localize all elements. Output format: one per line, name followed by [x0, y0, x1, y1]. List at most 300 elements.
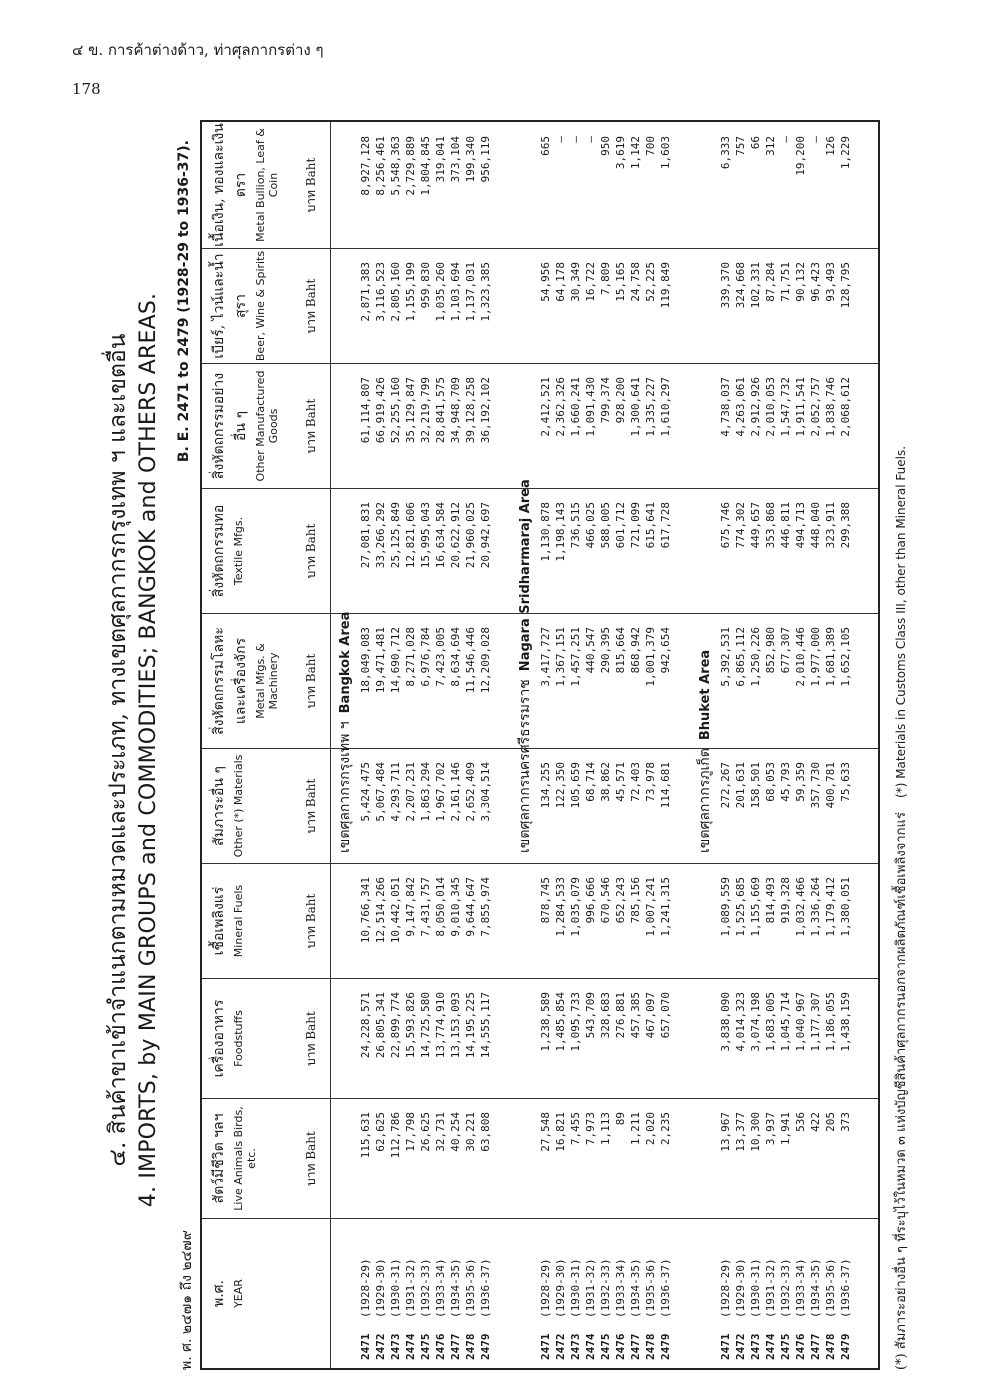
table-cell: 89 — [614, 1112, 627, 1126]
table-cell: 588,005 — [599, 502, 612, 549]
column-header-english: Other Manufactured Goods — [254, 370, 280, 482]
table-cell: 799,374 — [599, 377, 612, 424]
column-header-english: Textile Mfgs. — [232, 516, 245, 586]
column-header-thai: เชื้อเพลิงแร่ — [211, 886, 227, 956]
table-cell: 1,380,051 — [839, 877, 852, 937]
table-cell: 96,423 — [809, 262, 822, 302]
table-cell: 7,455 — [569, 1112, 582, 1146]
footnote-english: (*) Materials in Customs Class III, other than Mineral Fuels. — [894, 445, 908, 798]
table-cell: 66 — [749, 136, 762, 150]
table-cell: 324,668 — [734, 262, 747, 309]
table-cell: 13,153,093 — [449, 992, 462, 1059]
table-cell: 8,927,128 — [359, 136, 372, 196]
table-cell: 494,713 — [794, 502, 807, 549]
table-cell: 446,811 — [779, 502, 792, 549]
row-year-be: 2476 — [434, 1333, 447, 1360]
section-title — [334, 612, 356, 853]
row-year-be: 2475 — [419, 1333, 432, 1360]
table-cell: 30,349 — [569, 262, 582, 302]
table-cell: 19,200 — [794, 136, 807, 176]
table-cell: 1,863,294 — [419, 762, 432, 822]
table-cell: 4,014,323 — [734, 992, 747, 1052]
table-cell: 15,593,826 — [404, 992, 417, 1059]
table-cell: 852,980 — [764, 627, 777, 674]
table-cell: 1,241,315 — [659, 877, 672, 937]
table-cell: 5,548,363 — [389, 136, 402, 196]
table-cell: 8,050,014 — [434, 877, 447, 937]
row-year-ad: (1931-32) — [584, 1258, 597, 1318]
row-year-ad: (1928-29) — [359, 1258, 372, 1318]
table-cell: 1,035,079 — [569, 877, 582, 937]
row-year-be: 2479 — [479, 1333, 492, 1360]
column-header-thai: สิ่งหัตถกรรมโลหะ และเครื่องจักร — [211, 627, 249, 735]
table-cell: 17,798 — [404, 1112, 417, 1152]
table-cell: 15,995,043 — [419, 502, 432, 569]
table-cell: 16,634,584 — [434, 502, 447, 569]
table-cell: 677,307 — [779, 627, 792, 674]
table-cell: 1,179,412 — [824, 877, 837, 937]
table-cell: 52,225 — [644, 262, 657, 302]
table-cell: 2,052,757 — [809, 377, 822, 437]
table-cell: 90,132 — [794, 262, 807, 302]
table-cell: 736,515 — [569, 502, 582, 549]
table-cell: 290,395 — [599, 627, 612, 674]
row-year-be: 2477 — [629, 1333, 642, 1360]
page-number: 178 — [72, 80, 101, 98]
table-cell: 1,198,143 — [554, 502, 567, 562]
table-cell: 536 — [794, 1112, 807, 1132]
table-cell: 615,641 — [644, 502, 657, 549]
row-year-be: 2473 — [569, 1333, 582, 1360]
table-cell: 24,228,571 — [359, 992, 372, 1059]
table-cell: 14,195,225 — [464, 992, 477, 1059]
header-rule — [330, 122, 331, 1368]
table-cell: 299,388 — [839, 502, 852, 549]
table-cell: 3,074,198 — [749, 992, 762, 1052]
column-unit: บาท Baht — [304, 157, 318, 213]
row-year-ad: (1930-31) — [569, 1258, 582, 1318]
table-cell: — — [584, 136, 597, 143]
table-cell: 2,871,383 — [359, 262, 372, 322]
title-thai: ๔. สินค้าขาเข้าจำแนกตามหมวดและประเภท, ทางเขตศุลกากรกรุงเทพ ฯ และเขตอื่น — [105, 333, 131, 1167]
column-header-thai: เนื้อเงิน, ทองและเงินตรา — [211, 123, 249, 247]
table-cell: 68,053 — [764, 762, 777, 802]
section-title-thai: เขตศุลกากรกรุงเทพ ฯ — [337, 721, 353, 853]
column-header-thai: สิ่งหัตถกรรมทอ — [211, 504, 227, 598]
table-cell: 1,323,385 — [479, 262, 492, 322]
table-cell: 457,385 — [629, 992, 642, 1039]
table-cell: 1,113 — [599, 1112, 612, 1146]
table-cell: 1,095,733 — [569, 992, 582, 1052]
row-year-ad: (1936-37) — [839, 1258, 852, 1318]
table-cell: 466,025 — [584, 502, 597, 549]
row-year-be: 2471 — [719, 1333, 732, 1360]
table-cell: 1,367,151 — [554, 627, 567, 687]
row-year-be: 2471 — [359, 1333, 372, 1360]
table-cell: 878,745 — [539, 877, 552, 924]
row-year-be: 2474 — [584, 1333, 597, 1360]
table-cell: 28,841,575 — [434, 377, 447, 444]
table-cell: 868,942 — [629, 627, 642, 674]
table-cell: 54,956 — [539, 262, 552, 302]
column-header — [202, 363, 330, 488]
column-header-thai: สัตว์มีชีวิต ฯลฯ — [211, 1113, 227, 1204]
table-cell: 27,081,831 — [359, 502, 372, 569]
table-cell: 1,032,466 — [794, 877, 807, 937]
table-cell: 33,266,292 — [374, 502, 387, 569]
table-cell: 665 — [539, 136, 552, 156]
table-cell: 1,177,307 — [809, 992, 822, 1052]
table-cell: 26,805,341 — [374, 992, 387, 1059]
table-cell: 2,020 — [644, 1112, 657, 1146]
table-cell: 71,751 — [779, 262, 792, 302]
row-year-ad: (1935-36) — [644, 1258, 657, 1318]
column-unit: บาท Baht — [304, 1011, 318, 1066]
table-cell: 5,392,531 — [719, 627, 732, 687]
table-cell: 9,147,842 — [404, 877, 417, 937]
table-cell: 339,370 — [719, 262, 732, 309]
row-year-ad: (1933-34) — [614, 1258, 627, 1318]
table-cell: 105,659 — [569, 762, 582, 809]
table-cell: 32,731 — [434, 1112, 447, 1152]
row-year-be: 2478 — [644, 1333, 657, 1360]
range-thai: พ. ศ. ๒๔๗๑ ถึง ๒๔๗๙ — [179, 1230, 195, 1370]
table-cell: 205 — [824, 1112, 837, 1132]
rotated-table-area — [100, 120, 930, 1370]
table-cell: 1,284,533 — [554, 877, 567, 937]
table-cell: 785,156 — [629, 877, 642, 924]
table-cell: 1,040,967 — [794, 992, 807, 1052]
table-cell: 3,304,514 — [479, 762, 492, 822]
table-cell: 757 — [734, 136, 747, 156]
row-year-be: 2472 — [374, 1333, 387, 1360]
table-cell: 15,165 — [614, 262, 627, 302]
table-cell: 40,254 — [449, 1112, 462, 1152]
table-cell: 158,501 — [749, 762, 762, 809]
row-year-ad: (1929-30) — [374, 1258, 387, 1318]
column-unit: บาท Baht — [304, 778, 318, 834]
table-cell: 657,070 — [659, 992, 672, 1039]
table-cell: 16,722 — [584, 262, 597, 302]
table-cell: 1,457,251 — [569, 627, 582, 687]
table-cell: 14,555,117 — [479, 992, 492, 1059]
table-cell: 357,730 — [809, 762, 822, 809]
table-cell: 4,263,061 — [734, 377, 747, 437]
row-year-be: 2472 — [734, 1333, 747, 1360]
table-cell: 1,001,379 — [644, 627, 657, 687]
table-cell: 5,067,484 — [374, 762, 387, 822]
table-cell: 32,219,799 — [419, 377, 432, 444]
table-cell: 10,300 — [749, 1112, 762, 1152]
row-year-ad: (1930-31) — [389, 1258, 402, 1318]
column-header — [202, 863, 330, 978]
table-cell: 919,328 — [779, 877, 792, 924]
table-cell: 449,657 — [749, 502, 762, 549]
table-cell: 45,571 — [614, 762, 627, 802]
column-header — [202, 248, 330, 363]
column-header — [202, 613, 330, 748]
table-cell: 814,493 — [764, 877, 777, 924]
table-cell: 2,207,231 — [404, 762, 417, 822]
title-english: 4. IMPORTS, by MAIN GROUPS and COMMODITIES; BANGKOK and OTHERS AREAS. — [136, 292, 161, 1208]
table-cell: 6,865,112 — [734, 627, 747, 687]
row-year-ad: (1934-35) — [629, 1258, 642, 1318]
table-cell: 199,340 — [464, 136, 477, 183]
column-header-english: Live Animals Birds, etc. — [232, 1106, 258, 1211]
table-cell: 12,514,266 — [374, 877, 387, 944]
row-year-be: 2475 — [779, 1333, 792, 1360]
table-cell: 6,333 — [719, 136, 732, 170]
table-cell: 10,442,051 — [389, 877, 402, 944]
page-header: ๔ ข. การค้าต่างด้าว, ท่าศุลกากรต่าง ๆ — [72, 41, 324, 59]
table-cell: 61,114,807 — [359, 377, 372, 444]
table-cell: 73,978 — [644, 762, 657, 802]
table-cell: 373,104 — [449, 136, 462, 183]
table-cell: 30,221 — [464, 1112, 477, 1152]
column-header — [202, 1218, 330, 1368]
table-cell: 1,229 — [839, 136, 852, 170]
table-cell: 24,758 — [629, 262, 642, 302]
table-cell: 9,644,647 — [464, 877, 477, 937]
column-header-thai: สิ่งหัตถกรรมอย่างอื่น ๆ — [211, 372, 249, 480]
table-cell: 323,911 — [824, 502, 837, 549]
table-cell: 1,804,845 — [419, 136, 432, 196]
column-header — [202, 978, 330, 1098]
table-cell: 14,725,580 — [419, 992, 432, 1059]
table-cell: 62,625 — [374, 1112, 387, 1152]
table-cell: 134,255 — [539, 762, 552, 809]
table-cell: 1,911,541 — [794, 377, 807, 437]
table-cell: 2,010,446 — [794, 627, 807, 687]
table-cell: 1,335,227 — [644, 377, 657, 437]
table-cell: 1,142 — [629, 136, 642, 170]
row-year-ad: (1935-36) — [464, 1258, 477, 1318]
table-cell: 7,855,974 — [479, 877, 492, 937]
table-cell: 1,238,589 — [539, 992, 552, 1052]
row-year-be: 2477 — [449, 1333, 462, 1360]
table-cell: — — [554, 136, 567, 143]
table-cell: 1,137,031 — [464, 262, 477, 322]
column-unit: บาท Baht — [304, 398, 318, 454]
table-cell: 1,300,641 — [629, 377, 642, 437]
table-cell: 122,350 — [554, 762, 567, 809]
table-cell: 13,774,910 — [434, 992, 447, 1059]
column-header — [202, 122, 330, 248]
row-year-be: 2473 — [389, 1333, 402, 1360]
range-english: B. E. 2471 to 2479 (1928-29 to 1936-37). — [176, 140, 192, 463]
table-cell: 128,795 — [839, 262, 852, 309]
table-cell: 72,403 — [629, 762, 642, 802]
table-cell: 16,821 — [554, 1112, 567, 1152]
table-cell: 1,155,669 — [749, 877, 762, 937]
table-cell: 467,097 — [644, 992, 657, 1039]
table-cell: 27,548 — [539, 1112, 552, 1152]
table-cell: 2,729,889 — [404, 136, 417, 196]
table-cell: 18,049,083 — [359, 627, 372, 694]
column-header-thai: เบียร์, ไวน์และน้ำสุรา — [211, 253, 249, 359]
table-cell: 25,125,849 — [389, 502, 402, 569]
table-cell: 1,683,005 — [764, 992, 777, 1052]
table-cell: 114,681 — [659, 762, 672, 809]
column-header-english: Foodstuffs — [232, 1010, 245, 1067]
table-cell: 4,293,711 — [389, 762, 402, 822]
table-cell: — — [779, 136, 792, 143]
column-header-thai: เครื่องอาหาร — [211, 999, 227, 1078]
row-year-be: 2471 — [539, 1333, 552, 1360]
table-cell: 2,068,612 — [839, 377, 852, 437]
table-cell: 670,546 — [599, 877, 612, 924]
table-cell: 20,942,697 — [479, 502, 492, 569]
table-cell: 2,412,521 — [539, 377, 552, 437]
row-year-be: 2473 — [749, 1333, 762, 1360]
table-cell: 12,209,028 — [479, 627, 492, 694]
table-cell: 1,967,702 — [434, 762, 447, 822]
table-cell: 8,634,694 — [449, 627, 462, 687]
row-year-ad: (1933-34) — [434, 1258, 447, 1318]
section-title-english: Bangkok Area — [338, 611, 353, 714]
row-year-ad: (1928-29) — [539, 1258, 552, 1318]
section-title-english: Nagara Sridharmaraj Area — [518, 479, 533, 672]
table-cell: 3,838,090 — [719, 992, 732, 1052]
table-cell: 102,331 — [749, 262, 762, 309]
table-cell: 1,007,241 — [644, 877, 657, 937]
imports-table — [200, 120, 880, 1370]
table-cell: 2,010,053 — [764, 377, 777, 437]
row-year-be: 2474 — [404, 1333, 417, 1360]
table-cell: 7,973 — [584, 1112, 597, 1146]
table-cell: 400,781 — [824, 762, 837, 809]
table-cell: 996,666 — [584, 877, 597, 924]
table-cell: 950 — [599, 136, 612, 156]
table-cell: 20,622,912 — [449, 502, 462, 569]
row-year-ad: (1928-29) — [719, 1258, 732, 1318]
table-cell: 63,808 — [479, 1112, 492, 1152]
table-cell: 721,099 — [629, 502, 642, 549]
row-year-ad: (1929-30) — [554, 1258, 567, 1318]
table-cell: 64,178 — [554, 262, 567, 302]
table-cell: 13,967 — [719, 1112, 732, 1152]
table-cell: 126 — [824, 136, 837, 156]
column-header — [202, 748, 330, 863]
table-cell: 1,091,430 — [584, 377, 597, 437]
table-cell: 448,040 — [809, 502, 822, 549]
table-cell: 36,192,102 — [479, 377, 492, 444]
table-cell: 1,660,241 — [569, 377, 582, 437]
table-cell: 68,714 — [584, 762, 597, 802]
table-cell: 942,654 — [659, 627, 672, 674]
table-cell: 201,631 — [734, 762, 747, 809]
row-year-be: 2475 — [599, 1333, 612, 1360]
table-cell: 38,862 — [599, 762, 612, 802]
table-cell: 815,664 — [614, 627, 627, 674]
table-cell: 2,235 — [659, 1112, 672, 1146]
row-year-be: 2479 — [839, 1333, 852, 1360]
table-cell: 373 — [839, 1112, 852, 1132]
table-cell: 1,186,055 — [824, 992, 837, 1052]
row-year-be: 2479 — [659, 1333, 672, 1360]
table-cell: 312 — [764, 136, 777, 156]
table-cell: 14,690,712 — [389, 627, 402, 694]
column-header — [202, 1098, 330, 1218]
table-cell: 52,255,160 — [389, 377, 402, 444]
table-cell: 1,250,226 — [749, 627, 762, 687]
row-year-be: 2477 — [809, 1333, 822, 1360]
table-cell: 1,336,264 — [809, 877, 822, 937]
row-year-ad: (1931-32) — [404, 1258, 417, 1318]
table-cell: 7,809 — [599, 262, 612, 296]
row-year-ad: (1934-35) — [809, 1258, 822, 1318]
table-cell: 66,919,426 — [374, 377, 387, 444]
row-year-be: 2472 — [554, 1333, 567, 1360]
table-cell: 87,284 — [764, 262, 777, 302]
row-year-ad: (1934-35) — [449, 1258, 462, 1318]
column-unit: บาท Baht — [304, 653, 318, 709]
table-cell: 601,712 — [614, 502, 627, 549]
table-cell: 1,977,000 — [809, 627, 822, 687]
table-cell: 1,547,732 — [779, 377, 792, 437]
table-cell: 440,547 — [584, 627, 597, 674]
table-cell: 2,912,926 — [749, 377, 762, 437]
table-cell: 112,786 — [389, 1112, 402, 1159]
table-cell: 4,738,037 — [719, 377, 732, 437]
row-year-be: 2476 — [614, 1333, 627, 1360]
column-unit: บาท Baht — [304, 1131, 318, 1186]
table-cell: 35,129,847 — [404, 377, 417, 444]
table-cell: 7,423,005 — [434, 627, 447, 687]
row-year-be: 2474 — [764, 1333, 777, 1360]
table-cell: 1,035,260 — [434, 262, 447, 322]
table-cell: 1,045,714 — [779, 992, 792, 1052]
table-cell: — — [809, 136, 822, 143]
table-cell: 1,103,694 — [449, 262, 462, 322]
table-cell: 700 — [644, 136, 657, 156]
section-title-english: Bhuket Area — [698, 649, 713, 741]
table-cell: 959,830 — [419, 262, 432, 309]
table-cell: 1,838,746 — [824, 377, 837, 437]
table-cell: 11,546,446 — [464, 627, 477, 694]
footnote-thai: (*) สัมภาระอย่างอื่น ๆ ที่ระบุไว้ในหมวด ๓ แห่งบัญชีสินค้าศุลกากรนอกจากผลิตภัณฑ์เชื้อเพลิงจากแร่ — [894, 812, 909, 1370]
table-cell: 1,485,854 — [554, 992, 567, 1052]
table-cell: 276,881 — [614, 992, 627, 1039]
row-year-ad: (1935-36) — [824, 1258, 837, 1318]
table-cell: 22,899,774 — [389, 992, 402, 1059]
table-cell: 1,610,297 — [659, 377, 672, 437]
table-cell: 3,619 — [614, 136, 627, 170]
row-year-ad: (1931-32) — [764, 1258, 777, 1318]
row-year-ad: (1929-30) — [734, 1258, 747, 1318]
row-year-be: 2478 — [824, 1333, 837, 1360]
row-year-ad: (1936-37) — [479, 1258, 492, 1318]
section-title-thai: เขตศุลกากรนครศรีธรรมราช — [517, 679, 533, 853]
table-cell: 13,377 — [734, 1112, 747, 1152]
table-sheet — [100, 120, 930, 1370]
table-cell: 1,681,389 — [824, 627, 837, 687]
table-cell: 119,849 — [659, 262, 672, 309]
table-cell: 1,525,685 — [734, 877, 747, 937]
table-cell: 9,010,345 — [449, 877, 462, 937]
column-header-english: YEAR — [232, 1279, 245, 1308]
table-cell: 1,652,105 — [839, 627, 852, 687]
row-year-ad: (1933-34) — [794, 1258, 807, 1318]
table-cell: 5,424,475 — [359, 762, 372, 822]
table-cell: 543,709 — [584, 992, 597, 1039]
table-cell: 6,976,784 — [419, 627, 432, 687]
column-header-english: Beer, Wine & Spirits — [254, 250, 267, 362]
table-cell: 75,633 — [839, 762, 852, 802]
column-header — [202, 488, 330, 613]
table-cell: 2,161,146 — [449, 762, 462, 822]
table-cell: 7,431,757 — [419, 877, 432, 937]
